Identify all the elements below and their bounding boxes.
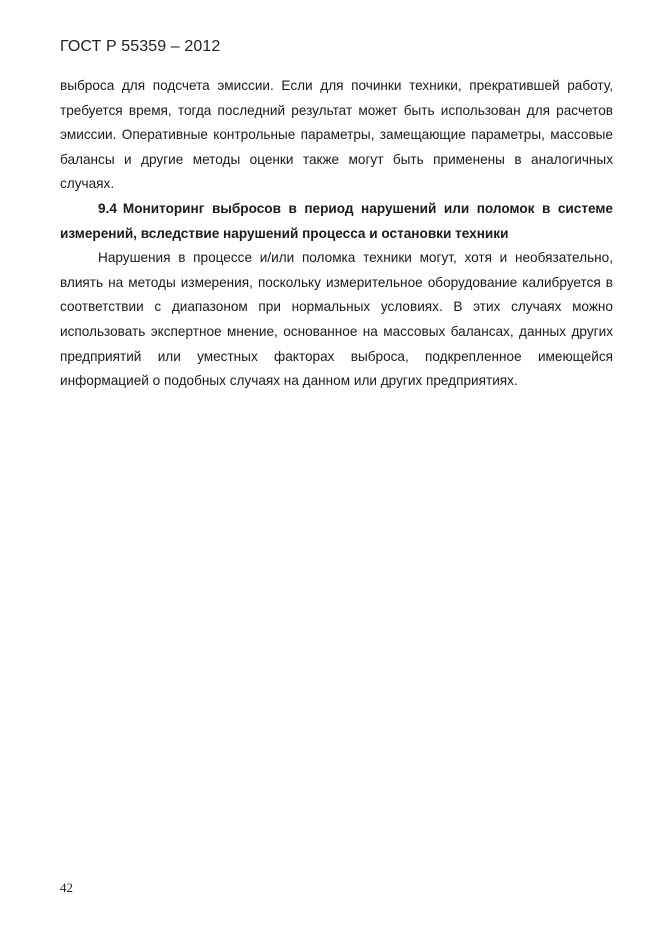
page-number: 42 [60,880,73,895]
page-content [60,74,613,394]
standard-title: ГОСТ Р 55359 – 2012 [60,38,221,55]
section-number: 9.4 [98,200,117,216]
section-heading [60,197,613,246]
document-header [60,38,220,56]
section-title: Мониторинг выбросов в период нарушений или поломок в системе измерений, вследствие нарушений процесса и остановки техники [60,200,613,241]
paragraph-continued: выброса для подсчета эмиссии. Если для починки техники, прекратившей работу, требуется время, тогда последний результат может быть использован для расчетов эмиссии. Оперативные контрольные параметры, замещающие параметры, массовые балансы и другие методы оценки также могут быть применены в аналогичных случаях. [60,78,613,192]
paragraph-section: Нарушения в процессе и/или поломка техники могут, хотя и необязательно, влиять на методы измерения, поскольку измерительное оборудование калибруется в соответствии с диапазоном при нормальных условиях. В этих случаях можно использовать экспертное мнение, основанное на массовых балансах, данных других предприятий или уместных факторах выброса, подкрепленное имеющейся информацией о подобных случаях на данном или других предприятиях. [60,250,613,389]
